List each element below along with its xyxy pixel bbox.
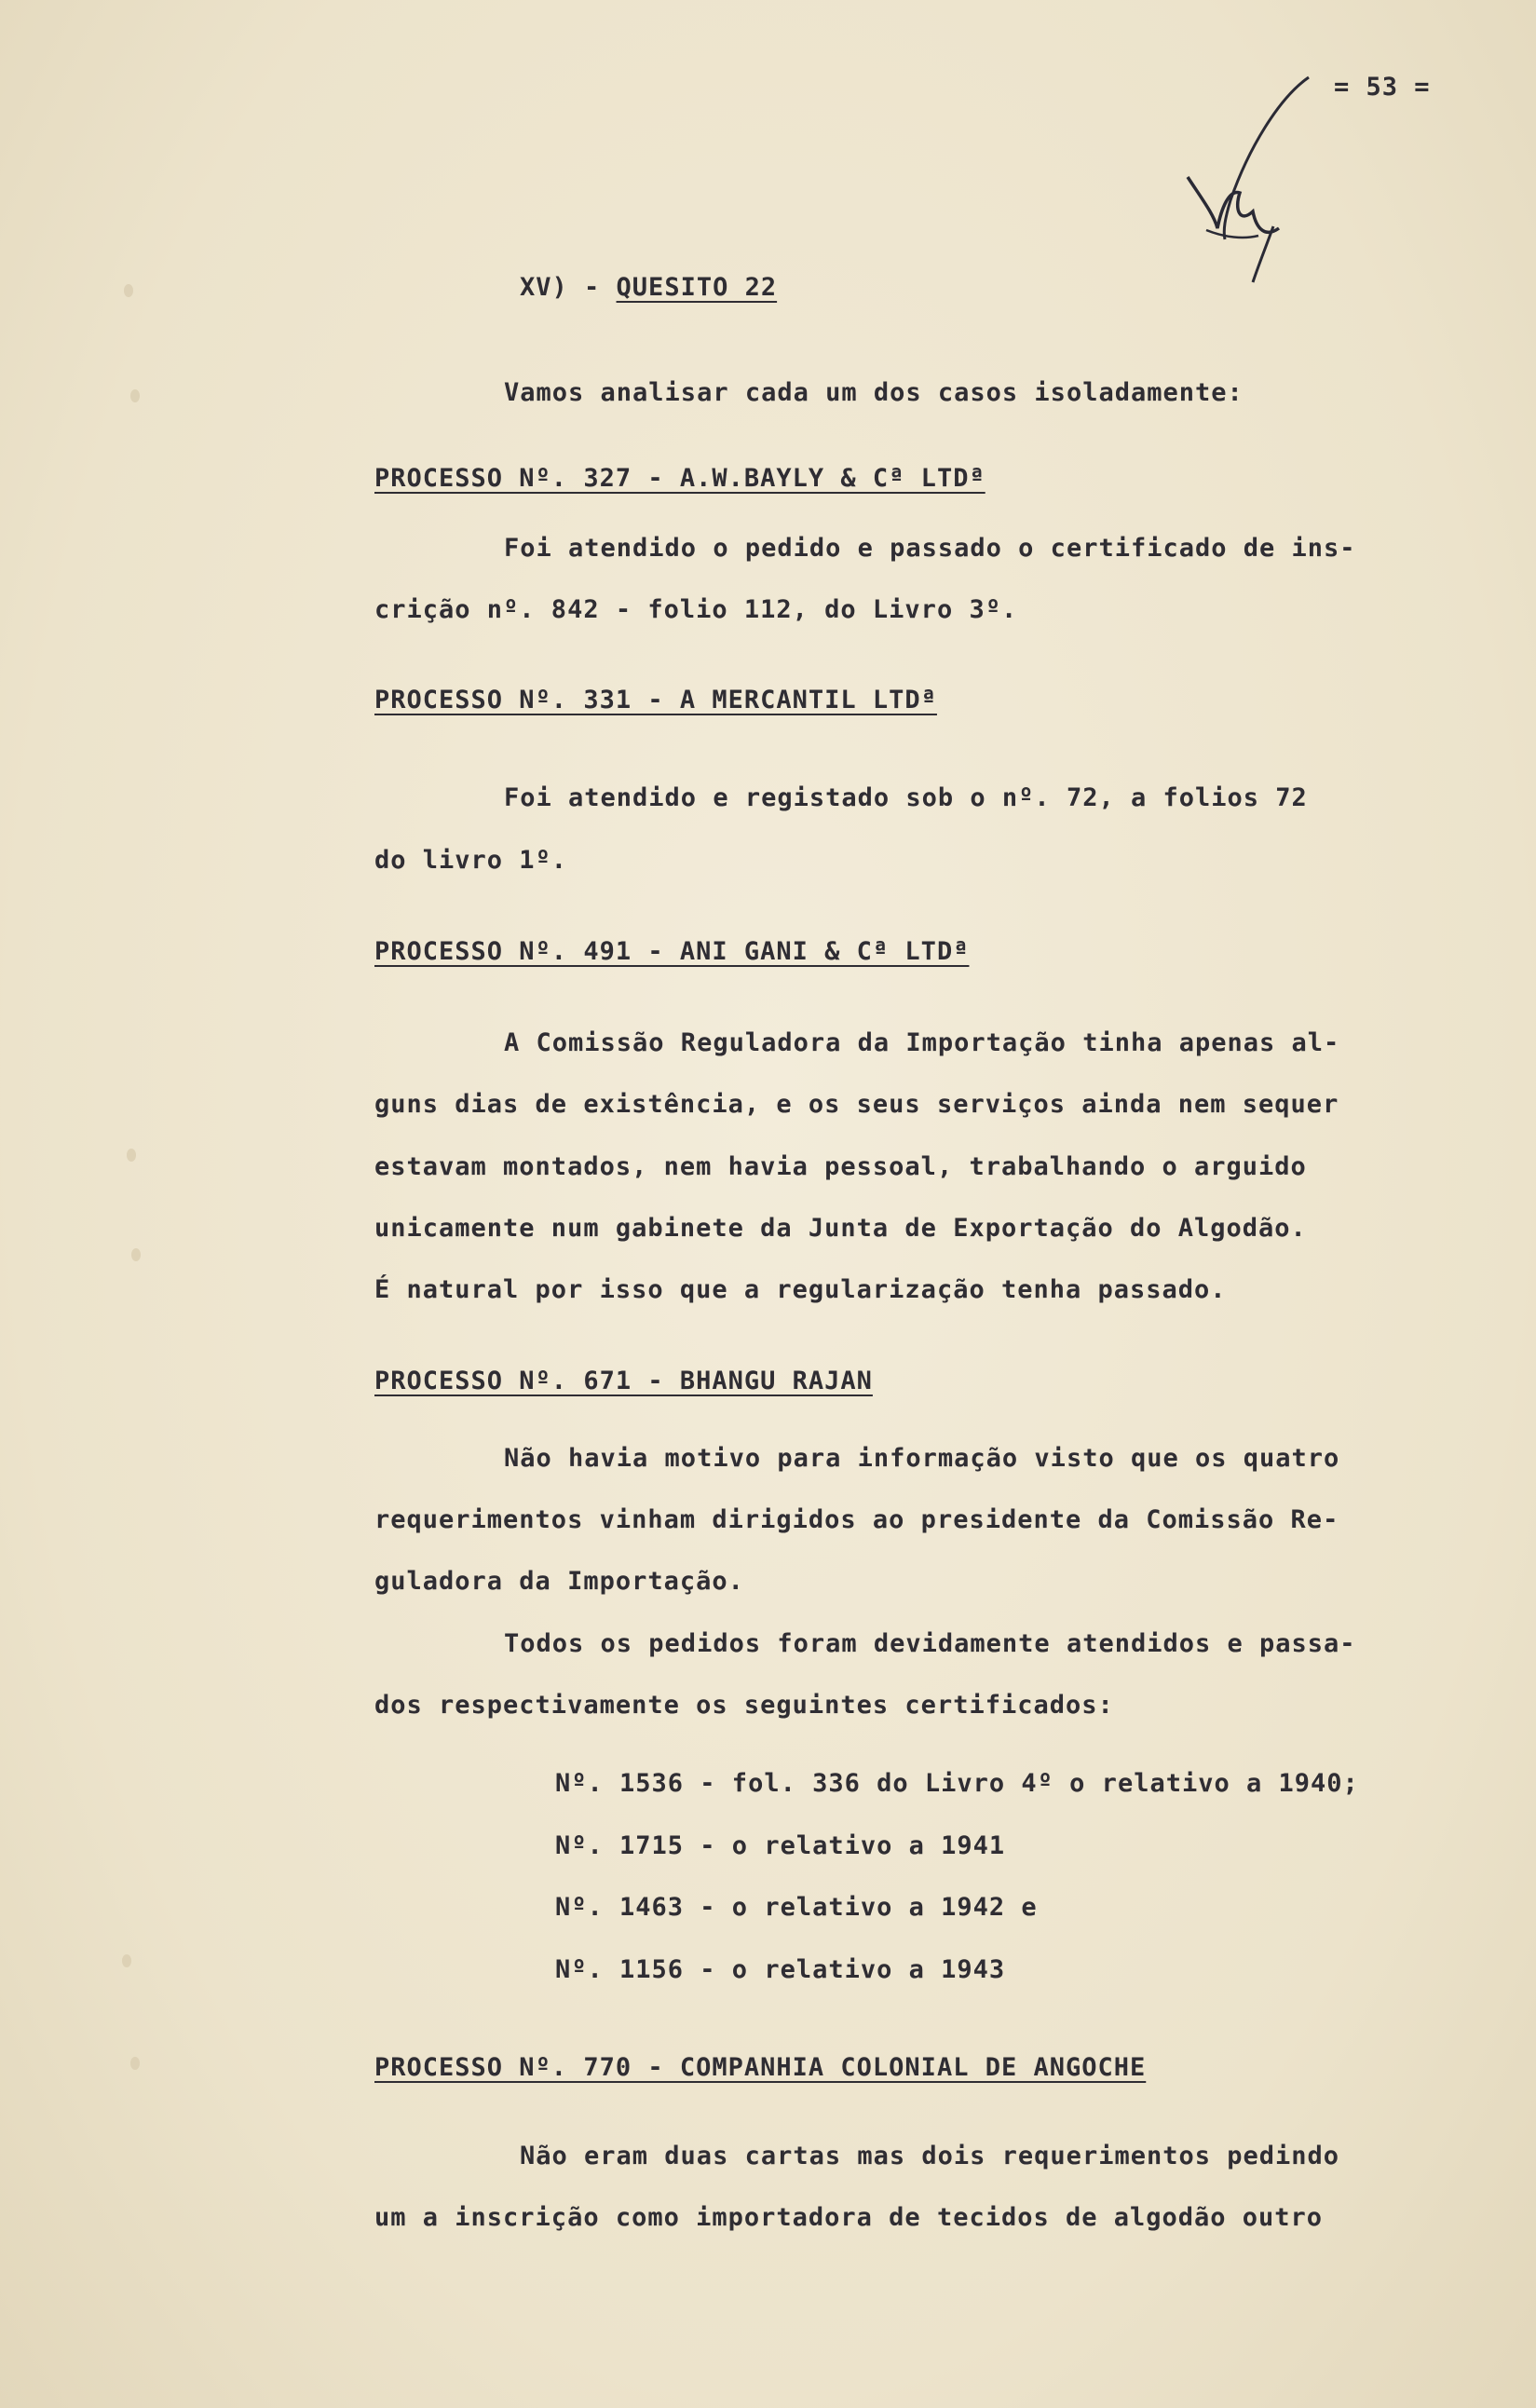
punch-hole [124, 284, 133, 297]
body-line: Não eram duas cartas mas dois requerimentos pedindo [520, 2142, 1340, 2170]
handwritten-signature [1169, 70, 1332, 289]
section-title: QUESITO 22 [616, 273, 778, 302]
body-line: guladora da Importação. [374, 1567, 744, 1596]
certificate-item: Nº. 1715 - o relativo a 1941 [555, 1831, 1006, 1860]
body-line: unicamente num gabinete da Junta de Exportação do Algodão. [374, 1214, 1307, 1243]
body-line: estavam montados, nem havia pessoal, trabalhando o arguido [374, 1152, 1307, 1181]
body-line: Todos os pedidos foram devidamente atendidos e passa- [504, 1629, 1356, 1658]
punch-hole [130, 389, 140, 402]
body-line: guns dias de existência, e os seus serviços ainda nem sequer [374, 1090, 1339, 1119]
intro-paragraph: Vamos analisar cada um dos casos isoladamente: [504, 378, 1244, 407]
body-line: um a inscrição como importadora de tecidos de algodão outro [374, 2203, 1324, 2232]
punch-hole [127, 1149, 136, 1162]
body-line: A Comissão Reguladora da Importação tinha apenas al- [504, 1028, 1340, 1057]
certificate-item: Nº. 1463 - o relativo a 1942 e [555, 1893, 1038, 1922]
body-line: Foi atendido o pedido e passado o certificado de ins- [504, 534, 1356, 563]
page-number: = 53 = [1334, 73, 1431, 102]
body-line: É natural por isso que a regularização tenha passado. [374, 1275, 1227, 1304]
process-heading-331: PROCESSO Nº. 331 - A MERCANTIL LTDª [374, 686, 937, 714]
body-line: do livro 1º. [374, 846, 568, 875]
section-heading [520, 272, 777, 304]
body-line: Não havia motivo para informação visto que os quatro [504, 1444, 1340, 1473]
certificate-item: Nº. 1156 - o relativo a 1943 [555, 1955, 1006, 1984]
process-heading-491: PROCESSO Nº. 491 - ANI GANI & Cª LTDª [374, 937, 970, 966]
body-line: Foi atendido e registado sob o nº. 72, a folios 72 [504, 783, 1308, 812]
body-line: crição nº. 842 - folio 112, do Livro 3º. [374, 595, 1018, 624]
punch-hole [130, 2057, 140, 2070]
body-line: requerimentos vinham dirigidos ao presidente da Comissão Re- [374, 1505, 1339, 1534]
section-prefix: XV) - [520, 273, 617, 302]
process-heading-770: PROCESSO Nº. 770 - COMPANHIA COLONIAL DE ANGOCHE [374, 2053, 1147, 2082]
process-heading-327: PROCESSO Nº. 327 - A.W.BAYLY & Cª LTDª [374, 464, 985, 493]
process-heading-671: PROCESSO Nº. 671 - BHANGU RAJAN [374, 1367, 873, 1395]
punch-hole [131, 1248, 141, 1261]
certificate-item: Nº. 1536 - fol. 336 do Livro 4º o relativo a 1940; [555, 1769, 1359, 1798]
punch-hole [122, 1954, 131, 1967]
body-line: dos respectivamente os seguintes certificados: [374, 1691, 1114, 1720]
